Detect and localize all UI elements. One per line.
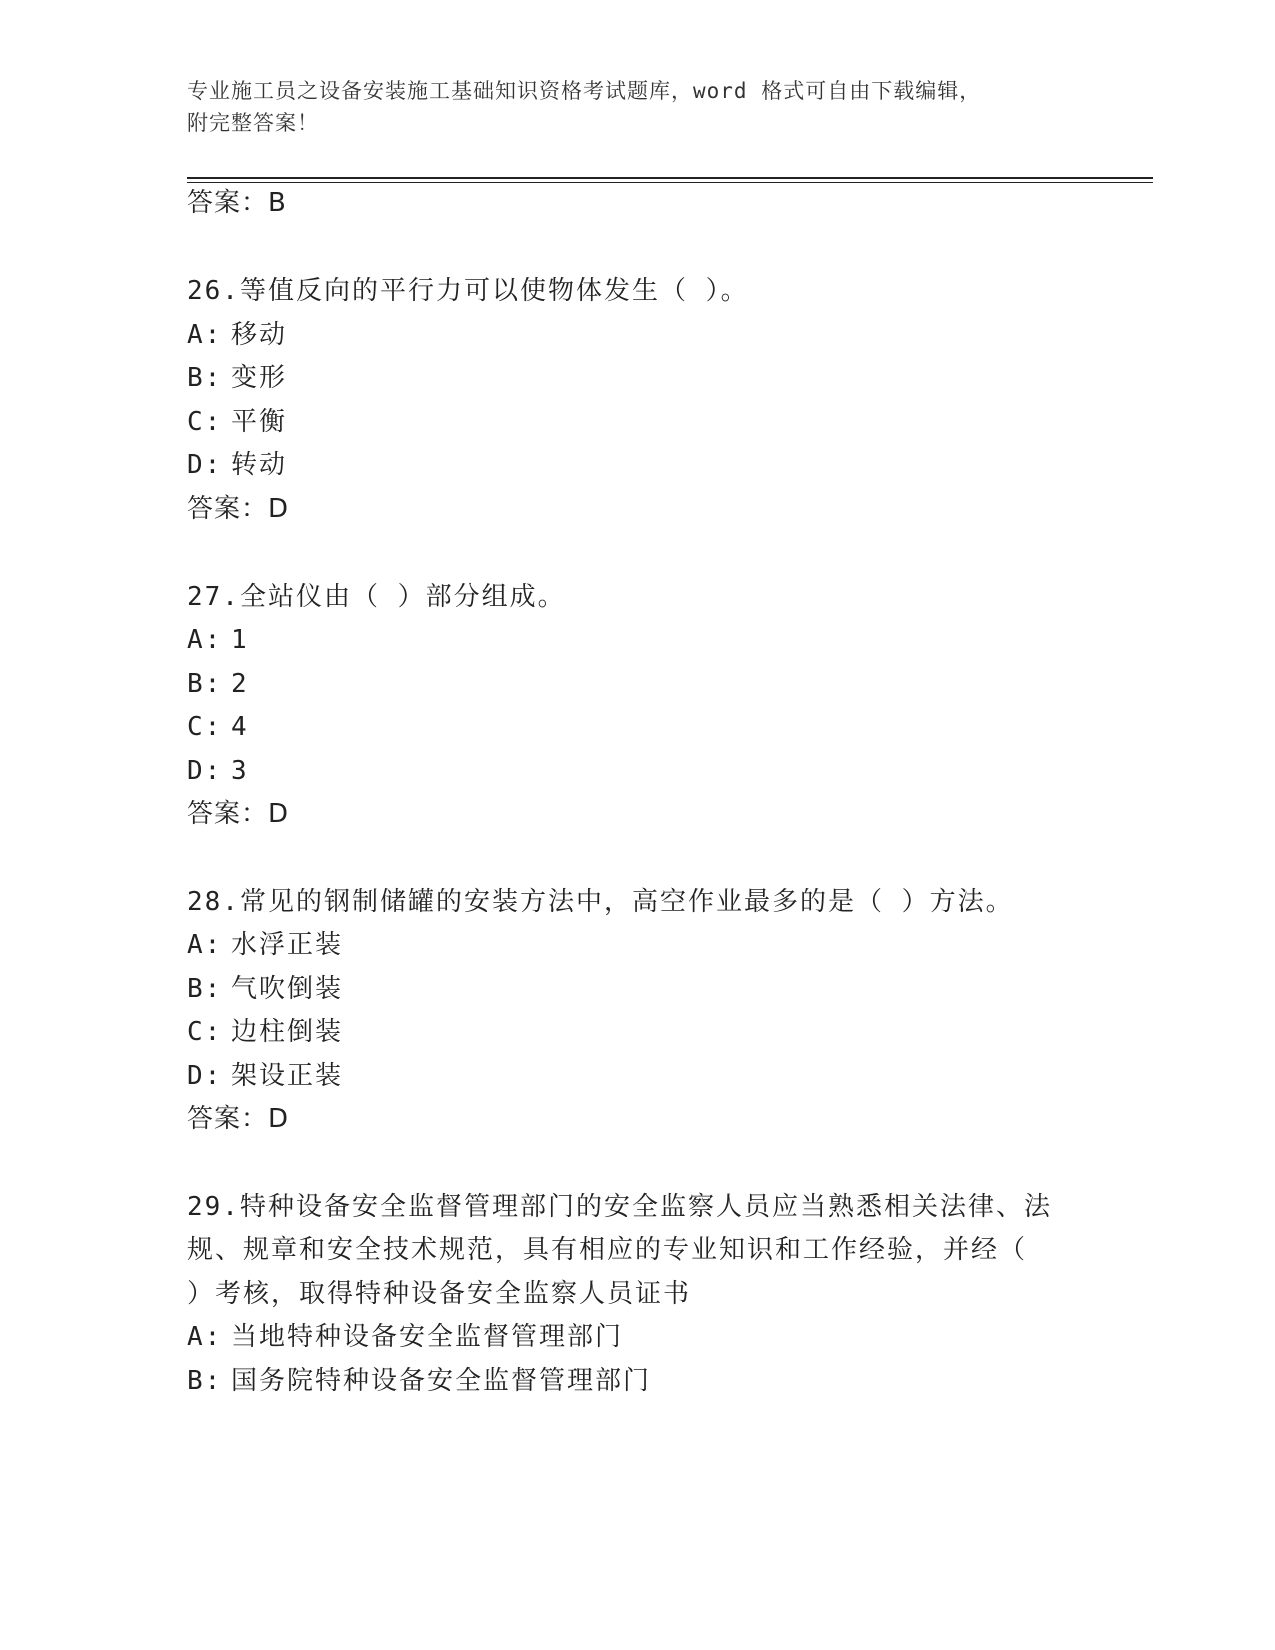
question-26-option-d [187,450,287,480]
option-text: 4 [231,712,249,742]
option-text: 水浮正装 [231,930,344,960]
question-26-option-c [187,407,287,437]
option-letter: C: [187,712,223,742]
option-text: 变形 [231,363,288,393]
option-text: 2 [231,669,249,699]
document-header [187,75,1087,139]
question-28-option-c [187,1017,343,1047]
option-letter: B: [187,974,223,1004]
question-27-stem: 27.全站仪由（ ）部分组成。 [187,582,566,612]
option-text: 平衡 [231,407,288,437]
option-text: 转动 [231,450,288,480]
header-divider-thin [187,182,1153,183]
question-28-option-a [187,930,343,960]
option-text: 移动 [231,320,288,350]
question-26-answer: 答案：D [187,494,290,524]
question-29-stem-line-1: 29.特种设备安全监督管理部门的安全监察人员应当熟悉相关法律、法 [187,1192,1052,1222]
option-text: 1 [231,625,249,655]
option-letter: C: [187,1017,223,1047]
question-27-option-a [187,625,249,655]
option-text: 当地特种设备安全监督管理部门 [231,1322,624,1352]
question-28-answer: 答案：D [187,1104,290,1134]
option-letter: A: [187,320,223,350]
question-29-stem-line-2: 规、规章和安全技术规范，具有相应的专业知识和工作经验，并经（ [187,1235,1028,1265]
question-26-option-a [187,320,287,350]
option-letter: D: [187,1061,223,1091]
question-27-option-c [187,712,249,742]
option-text: 气吹倒装 [231,974,344,1004]
question-26-option-b [187,363,287,393]
question-27-option-d [187,756,249,786]
question-29-option-b [187,1366,651,1396]
option-letter: D: [187,450,223,480]
header-divider [187,177,1153,179]
option-text: 3 [231,756,249,786]
option-letter: B: [187,669,223,699]
question-29-stem-line-3: ）考核，取得特种设备安全监察人员证书 [187,1279,692,1309]
question-28-option-b [187,974,343,1004]
prev-answer: 答案：B [187,188,287,218]
header-line-2: 附完整答案！ [187,111,319,135]
question-26-stem: 26.等值反向的平行力可以使物体发生（ ）。 [187,276,749,306]
option-letter: D: [187,756,223,786]
option-letter: B: [187,363,223,393]
question-27-answer: 答案：D [187,799,290,829]
header-line-1: 专业施工员之设备安装施工基础知识资格考试题库，word 格式可自由下载编辑， [187,79,982,103]
option-letter: A: [187,930,223,960]
option-letter: A: [187,625,223,655]
question-27-option-b [187,669,249,699]
option-text: 架设正装 [231,1061,344,1091]
question-28-option-d [187,1061,343,1091]
option-text: 边柱倒装 [231,1017,344,1047]
option-letter: C: [187,407,223,437]
option-letter: A: [187,1322,223,1352]
option-text: 国务院特种设备安全监督管理部门 [231,1366,652,1396]
question-28-stem: 28.常见的钢制储罐的安装方法中，高空作业最多的是（ ）方法。 [187,887,1014,917]
option-letter: B: [187,1366,223,1396]
question-29-option-a [187,1322,623,1352]
